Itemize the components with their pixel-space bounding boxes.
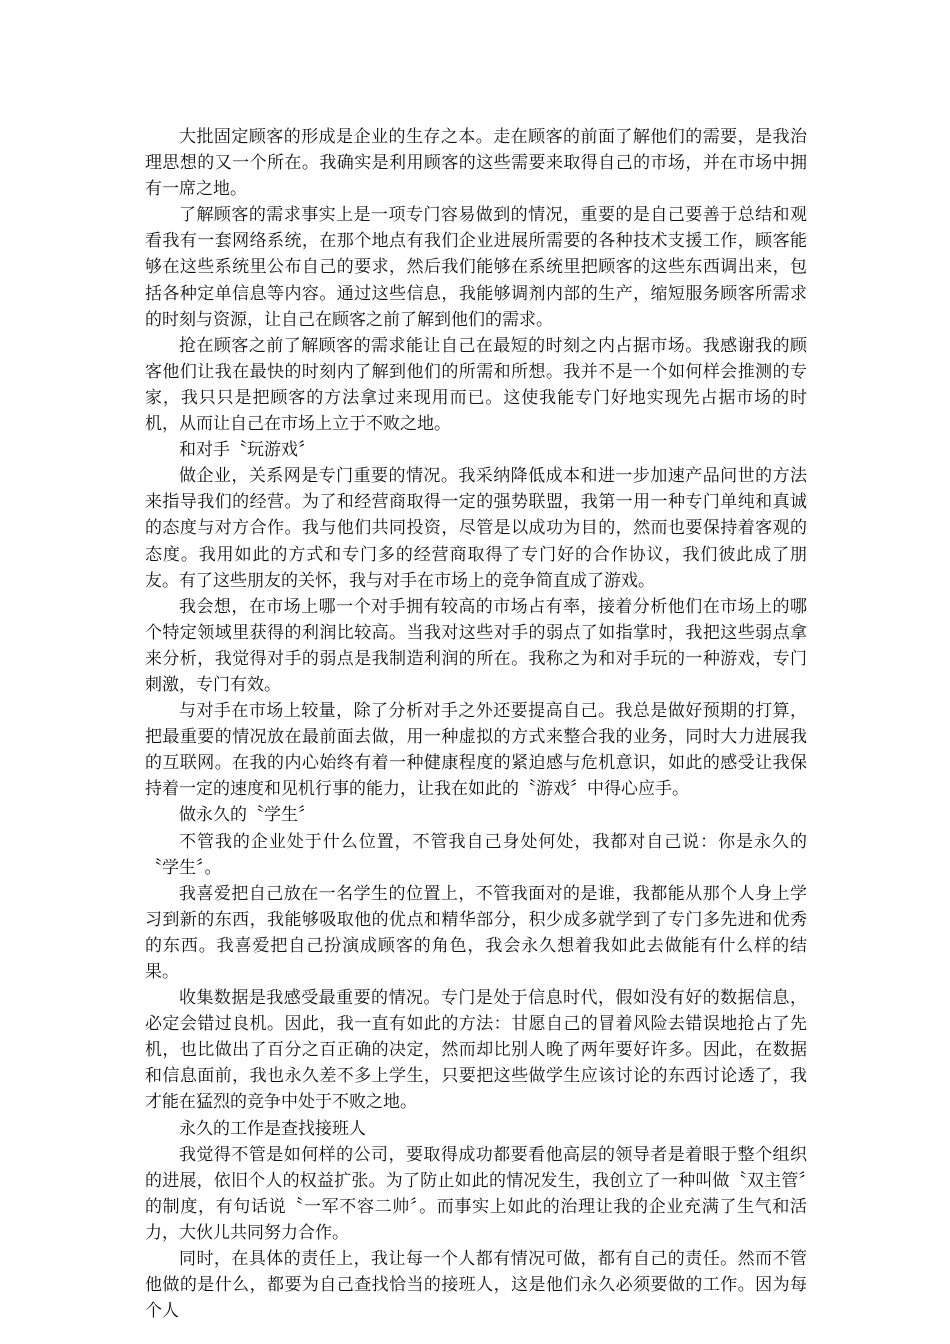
paragraph: 我会想，在市场上哪一个对手拥有较高的市场占有率，接着分析他们在市场上的哪个特定领域里获得的利润比较高。当我对这些对手的弱点了如指掌时，我把这些弱点拿来分析，我觉得对手的弱点是我制造利润的所在。我称之为和对手玩的一种游戏，专门刺激，专门有效。 <box>145 596 807 695</box>
paragraph: 我觉得不管是如何样的公司，要取得成功都要看他高层的领导者是着眼于整个组织的进展，依旧个人的权益扩张。为了防止如此的情况发生，我创立了一种叫做〝双主管〞的制度，有句话说〝一军不容二帅〞。而事实上如此的治理让我的企业充满了生气和活力，大伙儿共同努力合作。 <box>145 1144 807 1243</box>
section-heading: 和对手〝玩游戏〞 <box>179 440 315 461</box>
paragraph: 收集数据是我感受最重要的情况。专门是处于信息时代，假如没有好的数据信息，必定会错过良机。因此，我一直有如此的方法：甘愿自己的冒着风险去错误地抢占了先机，也比做出了百分之百正确的决定，然而却比别人晚了两年要好许多。因此，在数据和信息面前，我也永久差不多上学生，只要把这些做学生应该讨论的东西讨论透了，我才能在猛烈的竞争中处于不败之地。 <box>145 988 807 1113</box>
paragraph: 不管我的企业处于什么位置，不管我自己身处何处，我都对自己说：你是永久的〝学生〞。 <box>145 831 807 878</box>
document-body <box>145 124 807 1324</box>
paragraph: 同时，在具体的责任上，我让每一个人都有情况可做，都有自己的责任。然而不管他做的是什么，都要为自己查找恰当的接班人，这是他们永久必须要做的工作。因为每个人 <box>145 1249 807 1322</box>
section-heading: 永久的工作是查找接班人 <box>179 1118 366 1139</box>
section-heading: 做永久的〝学生〞 <box>179 805 315 826</box>
paragraph: 与对手在市场上较量，除了分析对手之外还要提高自己。我总是做好预期的打算，把最重要的情况放在最前面去做，用一种虚拟的方式来整合我的业务，同时大力进展我的互联网。在我的内心始终有着一种健康程度的紧迫感与危机意识，如此的感受让我保持着一定的速度和见机行事的能力，让我在如此的〝游戏〞中得心应手。 <box>145 701 807 800</box>
paragraph: 抢在顾客之前了解顾客的需求能让自己在最短的时刻之内占据市场。我感谢我的顾客他们让我在最快的时刻内了解到他们的所需和所想。我并不是一个如何样会推测的专家，我只只是把顾客的方法拿过来现用而已。这使我能专门好地实现先占据市场的时机，从而让自己在市场上立于不败之地。 <box>145 335 807 435</box>
paragraph: 大批固定顾客的形成是企业的生存之本。走在顾客的前面了解他们的需要，是我治理思想的又一个所在。我确实是利用顾客的这些需要来取得自己的市场，并在市场中拥有一席之地。 <box>145 127 807 200</box>
paragraph: 了解顾客的需求事实上是一项专门容易做到的情况，重要的是自己要善于总结和观看我有一套网络系统，在那个地点有我们企业进展所需要的各种技术支援工作，顾客能够在这些系统里公布自己的要求，然后我们能够在系统里把顾客的这些东西调出来，包括各种定单信息等内容。通过这些信息，我能够调剂内部的生产，缩短服务顾客所需求的时刻与资源，让自己在顾客之前了解到他们的需求。 <box>145 205 807 330</box>
paragraph: 做企业，关系网是专门重要的情况。我采纳降低成本和进一步加速产品问世的方法来指导我们的经营。为了和经营商取得一定的强势联盟，我第一用一种专门单纯和真诚的态度与对方合作。我与他们共同投资，尽管是以成功为目的，然而也要保持着客观的态度。我用如此的方式和专门多的经营商取得了专门好的合作协议，我们彼此成了朋友。有了这些朋友的关怀，我与对手在市场上的竞争简直成了游戏。 <box>145 466 807 591</box>
paragraph: 我喜爱把自己放在一名学生的位置上，不管我面对的是谁，我都能从那个人身上学习到新的东西，我能够吸取他的优点和精华部分，积少成多就学到了专门多先进和优秀的东西。我喜爱把自己扮演成顾客的角色，我会永久想着我如此去做能有什么样的结果。 <box>145 883 807 982</box>
